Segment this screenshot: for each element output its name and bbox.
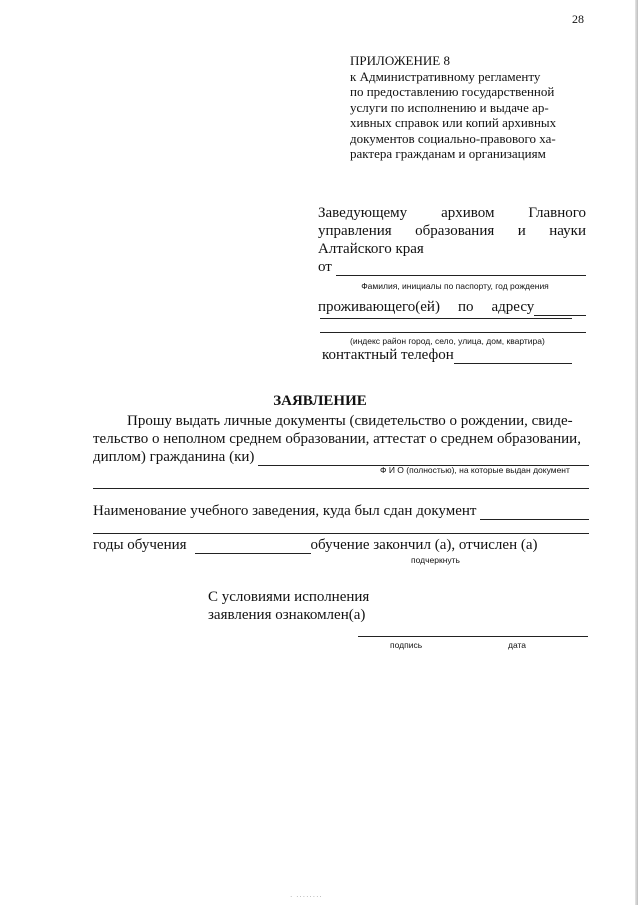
fio-caption: Ф И О (полностью), на которые выдан документ [380, 465, 570, 475]
addressee-word: управления [318, 223, 392, 239]
page-edge [635, 0, 638, 905]
from-label: от [318, 259, 332, 275]
years-input-line[interactable] [195, 539, 311, 554]
addressee-line-2 [318, 222, 586, 240]
signature-input-line[interactable] [358, 636, 588, 637]
acknowledge-line-2: заявления ознакомлен(а) [208, 607, 366, 623]
institution-label: Наименование учебного заведения, куда был сдан документ [93, 503, 477, 519]
finished-label: обучение закончил (а), отчислен (а) [310, 537, 538, 553]
acknowledge-line-1: С условиями исполнения [208, 589, 370, 605]
years-row [93, 537, 553, 554]
page-number: 28 [572, 12, 584, 26]
paragraph-line-2: тельство о неполном среднем образовании, аттестат о среднем образовании, [93, 431, 581, 447]
appendix-line: документов социально-правового ха- [350, 130, 556, 146]
phone-label: контактный телефон [322, 347, 454, 363]
address-input-line-1[interactable] [534, 301, 586, 316]
institution-input-line-2[interactable] [93, 533, 589, 534]
residing-word: по [457, 299, 474, 315]
residing-word: проживающего(ей) [318, 299, 440, 315]
addressee-word: архивом [441, 205, 495, 221]
appendix-block [350, 53, 590, 162]
addressee-line-1 [318, 204, 586, 222]
addressee-word: и [517, 223, 526, 239]
from-row [318, 258, 586, 276]
signature-caption: подпись [390, 640, 423, 650]
paragraph-line-3: диплом) гражданина (ки) [93, 449, 255, 465]
addressee-word: науки [549, 223, 586, 239]
fio-input-line[interactable] [258, 451, 589, 466]
document-heading: ЗАЯВЛЕНИЕ [273, 393, 367, 409]
appendix-line: по предоставлению государственной [350, 84, 555, 99]
addressee-word: Главного [528, 205, 586, 221]
paragraph-line-1: Прошу выдать личные документы (свидетельство о рождении, свиде- [127, 413, 573, 429]
appendix-line: рактера гражданам и организациям [350, 146, 546, 161]
addressee-word: Заведующему [318, 205, 408, 221]
date-caption: дата [508, 640, 527, 650]
appendix-line: хивных справок или копий архивных [350, 115, 557, 130]
appendix-title: ПРИЛОЖЕНИЕ 8 [350, 53, 450, 68]
from-input-line[interactable] [336, 261, 586, 276]
residing-word: адресу [491, 299, 535, 315]
appendix-line: услуги по исполнению и выдаче ар- [350, 99, 549, 115]
from-caption: Фамилия, инициалы по паспорту, год рождения [361, 281, 549, 291]
scan-artifact: · ········ [290, 893, 323, 901]
fio-input-line-2[interactable] [93, 488, 589, 489]
underline-caption: подчеркнуть [411, 555, 460, 565]
institution-row [93, 503, 589, 520]
years-label: годы обучения [93, 537, 187, 553]
addressee-word: образования [415, 223, 495, 239]
phone-row [322, 347, 572, 364]
address-caption: (индекс район город, село, улица, дом, квартира) [350, 336, 545, 346]
appendix-line: к Административному регламенту [350, 68, 541, 84]
phone-input-line[interactable] [454, 349, 572, 364]
institution-input-line[interactable] [480, 505, 589, 520]
address-input-line-2[interactable] [320, 318, 572, 319]
addressee-line-3: Алтайского края [318, 241, 424, 257]
addressee-block [318, 204, 586, 316]
address-input-line-3[interactable] [320, 332, 586, 333]
paragraph-line-3-row [93, 449, 589, 466]
residing-row [318, 298, 586, 316]
